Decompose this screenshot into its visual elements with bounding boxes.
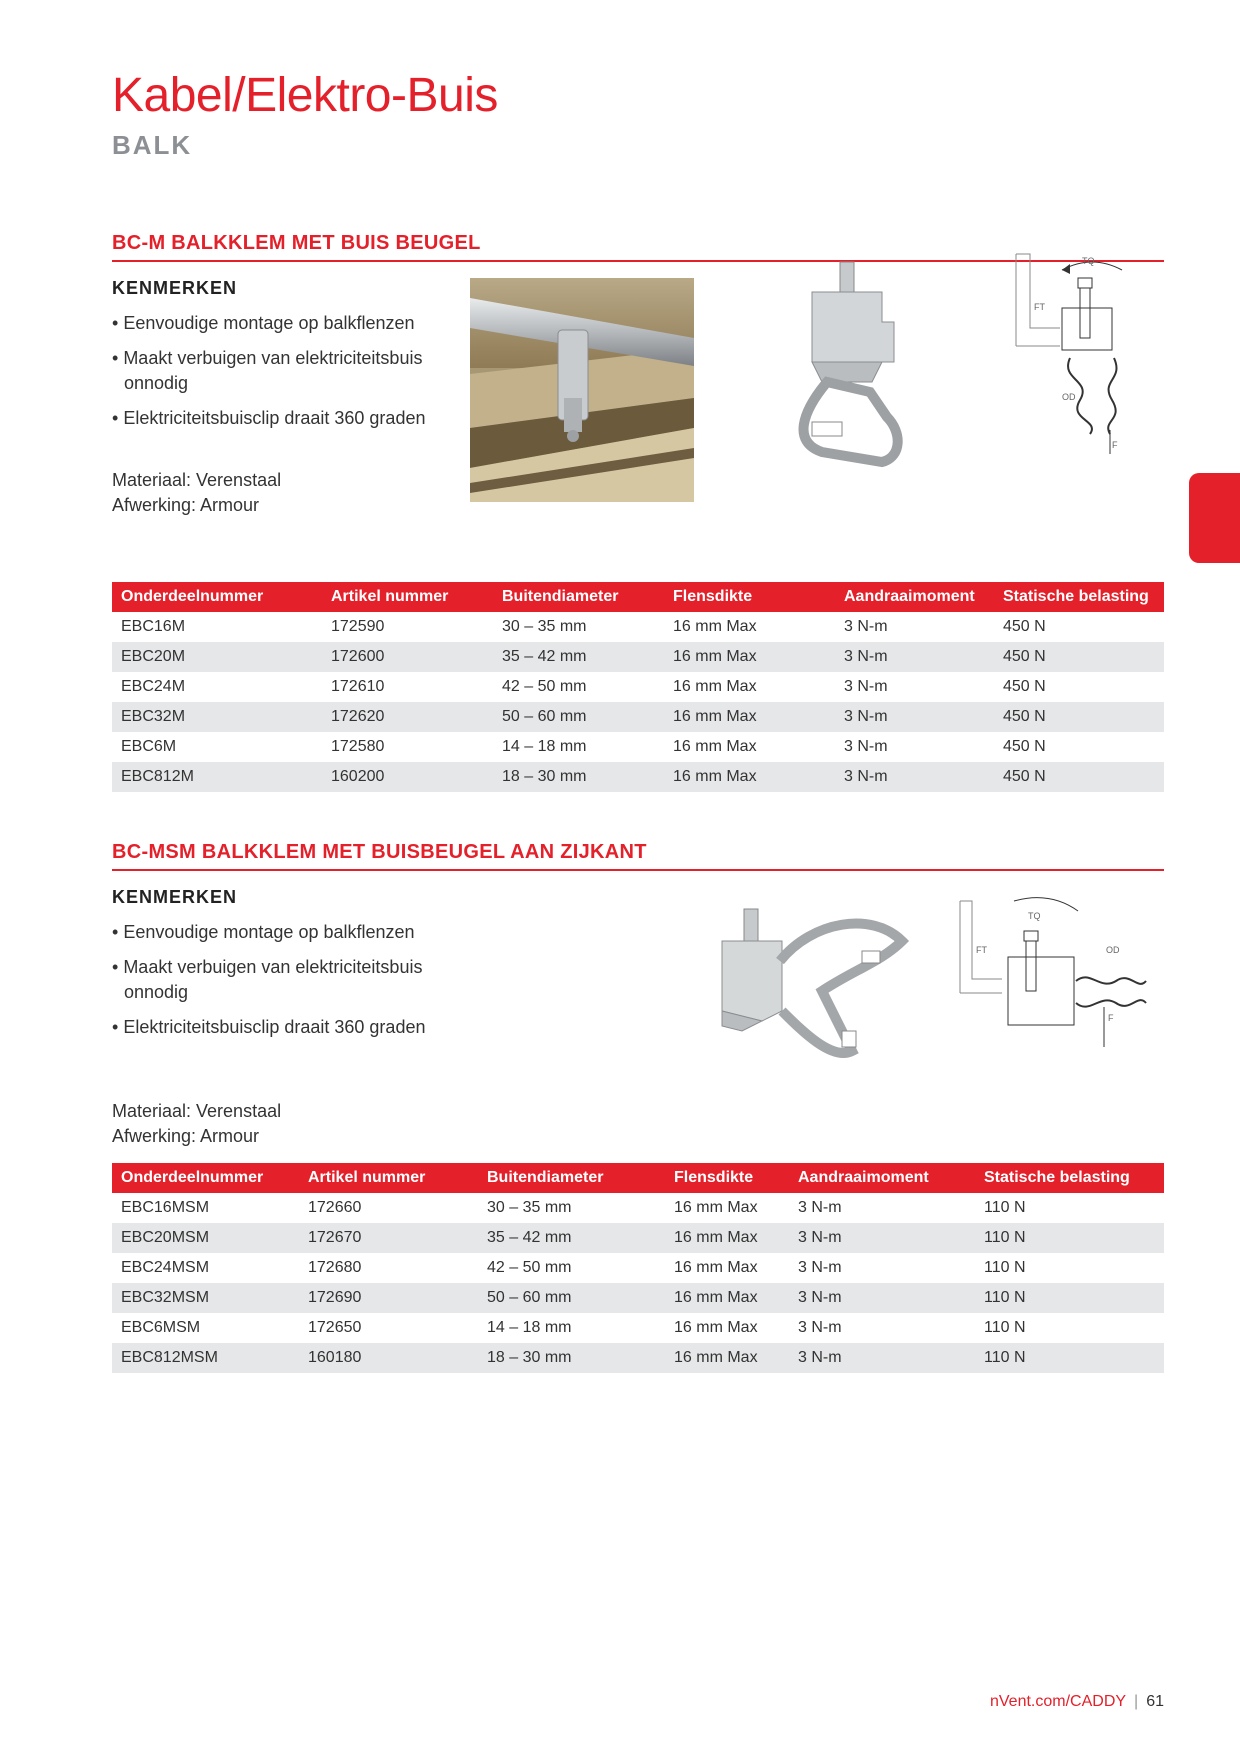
features-heading: KENMERKEN xyxy=(112,278,238,298)
table-cell: 16 mm Max xyxy=(674,1199,758,1216)
label-od: OD xyxy=(1106,945,1120,955)
table-cell: 50 – 60 mm xyxy=(478,1283,665,1313)
table-cell: 172650 xyxy=(308,1319,362,1336)
features-list xyxy=(112,311,452,441)
table-cell: EBC20M xyxy=(112,642,322,672)
label-od: OD xyxy=(1062,392,1076,402)
table-cell: 3 N-m xyxy=(835,702,994,732)
table-cell: EBC16M xyxy=(121,618,186,635)
feature-item: • Elektriciteitsbuisclip draait 360 graden xyxy=(112,1015,452,1040)
table-body xyxy=(112,1193,1164,1373)
header-cell: Onderdeelnummer xyxy=(112,582,322,612)
product-image xyxy=(752,252,952,472)
material-text xyxy=(112,468,281,518)
installation-photo xyxy=(470,278,694,502)
label-tq: TQ xyxy=(1028,911,1041,921)
table-cell: 450 N xyxy=(1003,678,1046,695)
table-cell: 110 N xyxy=(975,1223,1164,1253)
table-cell: 450 N xyxy=(994,762,1164,792)
table-cell: 3 N-m xyxy=(798,1319,842,1336)
header-cell: Statische belasting xyxy=(994,582,1164,612)
table-cell: 14 – 18 mm xyxy=(487,1319,572,1336)
spec-table xyxy=(112,582,1164,792)
header-cell: Artikel nummer xyxy=(322,582,493,612)
table-cell: EBC6MSM xyxy=(121,1319,201,1336)
feature-item: • Eenvoudige montage op balkflenzen xyxy=(112,920,452,945)
table-cell: 110 N xyxy=(984,1259,1026,1276)
label-ft: FT xyxy=(1034,302,1045,312)
table-cell: 50 – 60 mm xyxy=(493,702,664,732)
table-cell: 18 – 30 mm xyxy=(478,1343,665,1373)
material: Materiaal: Verenstaal xyxy=(112,470,282,490)
table-cell: 35 – 42 mm xyxy=(478,1223,665,1253)
feature-item: • Maakt verbuigen van elektriciteitsbuis onnodig xyxy=(112,346,452,396)
material-text xyxy=(112,1099,281,1149)
header-cell: Flensdikte xyxy=(664,582,835,612)
table-cell: 172670 xyxy=(299,1223,478,1253)
table-cell: 16 mm Max xyxy=(665,1343,789,1373)
table-row xyxy=(112,1313,1164,1343)
feature-item: • Elektriciteitsbuisclip draait 360 graden xyxy=(112,406,452,431)
table-cell: 16 mm Max xyxy=(673,618,757,635)
table-row xyxy=(112,1223,1164,1253)
table-cell: 450 N xyxy=(1003,738,1046,755)
table-cell: 110 N xyxy=(984,1199,1026,1216)
page-title: Kabel/Elektro-Buis xyxy=(112,69,498,122)
header-cell: Aandraaimoment xyxy=(835,582,994,612)
table-cell: 172580 xyxy=(331,738,385,755)
finish: Afwerking: Armour xyxy=(112,1126,260,1146)
table-cell: 110 N xyxy=(975,1283,1164,1313)
section-title: BC-MSM BALKKLEM MET BUISBEUGEL AAN ZIJKANT xyxy=(112,841,1164,871)
feature-item: • Maakt verbuigen van elektriciteitsbuis onnodig xyxy=(112,955,452,1005)
table-cell: 3 N-m xyxy=(835,762,994,792)
material: Materiaal: Verenstaal xyxy=(112,1101,282,1121)
table-cell: EBC812MSM xyxy=(112,1343,299,1373)
table-row xyxy=(112,1283,1164,1313)
table-cell: 3 N-m xyxy=(844,678,888,695)
table-row xyxy=(112,642,1164,672)
table-row xyxy=(112,1253,1164,1283)
table-cell: 14 – 18 mm xyxy=(502,738,587,755)
table-cell: 35 – 42 mm xyxy=(493,642,664,672)
label-ft: FT xyxy=(976,945,987,955)
table-cell: 16 mm Max xyxy=(674,1319,758,1336)
chapter-tab xyxy=(1189,473,1240,563)
section-bc-msm xyxy=(112,841,1164,1381)
header-cell: Statische belasting xyxy=(975,1163,1164,1193)
table-cell: 42 – 50 mm xyxy=(487,1259,572,1276)
features-list xyxy=(112,920,452,1050)
table-cell: 16 mm Max xyxy=(674,1259,758,1276)
table-cell: 450 N xyxy=(994,642,1164,672)
feature-item: • Eenvoudige montage op balkflenzen xyxy=(112,311,452,336)
table-cell: 30 – 35 mm xyxy=(487,1199,572,1216)
table-cell: 172600 xyxy=(322,642,493,672)
label-tq: TQ xyxy=(1082,256,1095,266)
table-cell: 3 N-m xyxy=(835,642,994,672)
header-cell: Flensdikte xyxy=(665,1163,789,1193)
table-cell: EBC812M xyxy=(112,762,322,792)
table-cell: 450 N xyxy=(1003,618,1046,635)
table-row xyxy=(112,1343,1164,1373)
table-cell: 16 mm Max xyxy=(673,678,757,695)
table-cell: 16 mm Max xyxy=(665,1223,789,1253)
table-cell: EBC32M xyxy=(112,702,322,732)
table-cell: 110 N xyxy=(984,1319,1026,1336)
table-cell: 172660 xyxy=(308,1199,362,1216)
dimension-diagram xyxy=(950,897,1160,1057)
table-row xyxy=(112,702,1164,732)
table-cell: 16 mm Max xyxy=(673,738,757,755)
page-subtitle: BALK xyxy=(112,130,193,160)
table-cell: 16 mm Max xyxy=(664,642,835,672)
spec-table xyxy=(112,1163,1164,1373)
header-cell: Buitendiameter xyxy=(478,1163,665,1193)
table-row xyxy=(112,762,1164,792)
table-header-row xyxy=(112,1163,1164,1193)
table-cell: EBC24MSM xyxy=(121,1259,210,1276)
header-cell: Buitendiameter xyxy=(493,582,664,612)
footer xyxy=(990,1693,1164,1711)
table-cell: 16 mm Max xyxy=(664,702,835,732)
label-f: F xyxy=(1108,1013,1114,1023)
table-cell: 16 mm Max xyxy=(665,1283,789,1313)
table-row xyxy=(112,612,1164,642)
table-cell: 172590 xyxy=(331,618,385,635)
table-cell: 450 N xyxy=(994,702,1164,732)
section-title: BC-M BALKKLEM MET BUIS BEUGEL xyxy=(112,232,1164,262)
table-cell: 18 – 30 mm xyxy=(493,762,664,792)
table-cell: EBC20MSM xyxy=(112,1223,299,1253)
section-bc-m xyxy=(112,232,1164,792)
table-cell: 172620 xyxy=(322,702,493,732)
header-cell: Artikel nummer xyxy=(299,1163,478,1193)
table-cell: 3 N-m xyxy=(798,1259,842,1276)
table-row xyxy=(112,1193,1164,1223)
header-cell: Aandraaimoment xyxy=(789,1163,975,1193)
table-cell: 3 N-m xyxy=(844,618,888,635)
table-cell: EBC32MSM xyxy=(112,1283,299,1313)
table-cell: 16 mm Max xyxy=(664,762,835,792)
label-f: F xyxy=(1112,440,1118,450)
table-cell: 3 N-m xyxy=(789,1223,975,1253)
table-cell: EBC16MSM xyxy=(121,1199,210,1216)
table-cell: 3 N-m xyxy=(789,1283,975,1313)
table-row xyxy=(112,672,1164,702)
table-cell: 172610 xyxy=(331,678,385,695)
product-image xyxy=(702,901,922,1071)
table-cell: 3 N-m xyxy=(789,1343,975,1373)
table-cell: 160200 xyxy=(322,762,493,792)
table-cell: 160180 xyxy=(299,1343,478,1373)
table-cell: 42 – 50 mm xyxy=(502,678,587,695)
footer-website[interactable]: nVent.com/CADDY xyxy=(989,1693,1127,1710)
table-cell: 3 N-m xyxy=(798,1199,842,1216)
page-number: 61 xyxy=(1146,1693,1164,1710)
footer-separator: | xyxy=(1134,1693,1139,1710)
table-body xyxy=(112,612,1164,792)
features-heading: KENMERKEN xyxy=(112,887,238,907)
finish: Afwerking: Armour xyxy=(112,495,260,515)
header-cell: Onderdeelnummer xyxy=(112,1163,299,1193)
table-cell: 172690 xyxy=(299,1283,478,1313)
table-header-row xyxy=(112,582,1164,612)
table-cell: 3 N-m xyxy=(844,738,888,755)
table-cell: EBC24M xyxy=(121,678,186,695)
table-cell: EBC6M xyxy=(121,738,177,755)
table-cell: 110 N xyxy=(975,1343,1164,1373)
dimension-diagram xyxy=(1002,250,1142,460)
table-cell: 172680 xyxy=(308,1259,362,1276)
table-cell: 30 – 35 mm xyxy=(502,618,587,635)
table-row xyxy=(112,732,1164,762)
